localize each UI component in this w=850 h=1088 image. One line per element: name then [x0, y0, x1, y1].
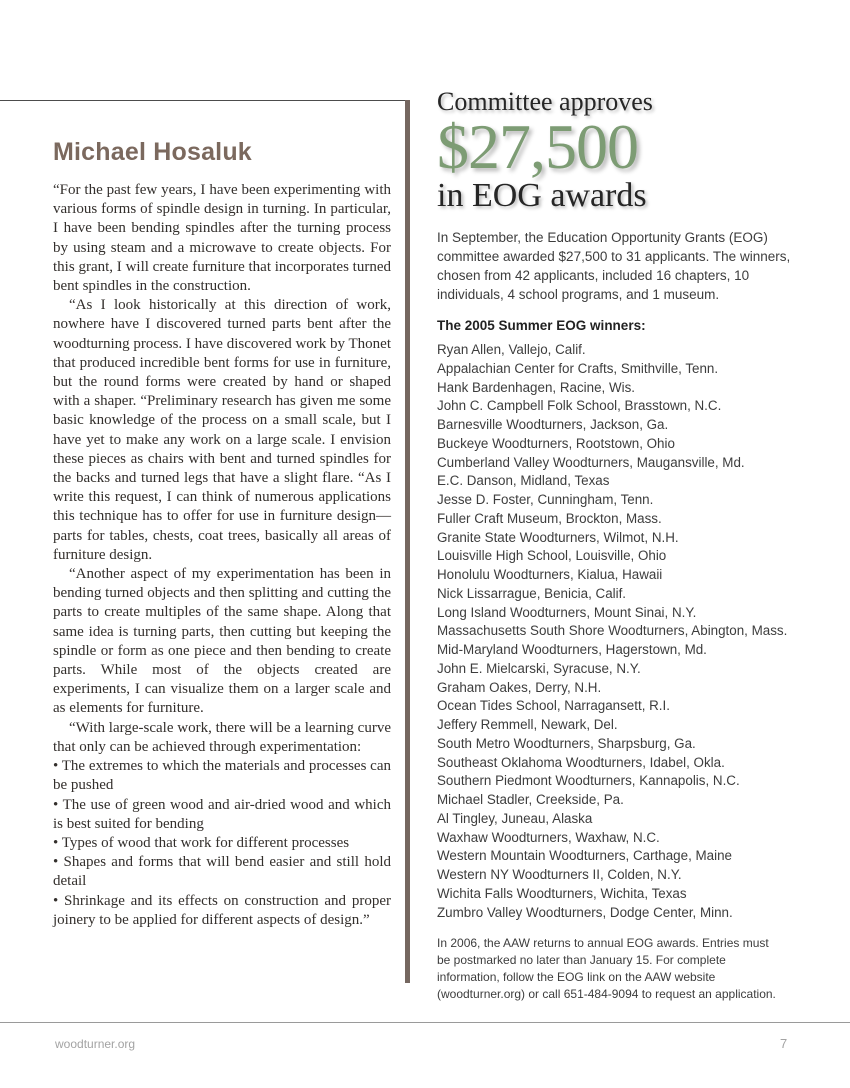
statement-paragraph: “For the past few years, I have been experimenting with various forms of spindle design in turning. In particular, I have been bending spindles after the turning process by using steam and a microwave to create objects. For this grant, I will create furniture that incorporates turned bent spindles in the construction.: [53, 182, 391, 295]
winner-entry: Wichita Falls Woodturners, Wichita, Texas: [437, 885, 687, 901]
winner-entry: Jesse D. Foster, Cunningham, Tenn.: [437, 492, 654, 507]
winner-entry: Ryan Allen, Vallejo, Calif.: [437, 342, 586, 357]
statement-bullet: • Shrinkage and its effects on construction and proper joinery to be applied for different aspects of design.”: [53, 892, 391, 928]
left-column: [53, 138, 391, 930]
winner-entry: John E. Mielcarski, Syracuse, N.Y.: [437, 660, 641, 676]
winner-entry: Barnesville Woodturners, Jackson, Ga.: [437, 417, 669, 432]
grantee-name-heading: Michael Hosaluk: [53, 138, 252, 166]
winner-entry: Massachusetts South Shore Woodturners, Abington, Mass.: [437, 623, 788, 639]
statement-bullet: • Shapes and forms that will bend easier and still hold detail: [53, 854, 391, 890]
winner-entry: Zumbro Valley Woodturners, Dodge Center, Minn.: [437, 904, 733, 920]
headline-line3: in EOG awards: [437, 177, 647, 214]
article-headline: [437, 88, 802, 214]
winner-entry: E.C. Danson, Midland, Texas: [437, 473, 610, 489]
winner-entry: Louisville High School, Louisville, Ohio: [437, 548, 667, 564]
footer-rule: [0, 1022, 850, 1023]
right-column: [437, 88, 802, 1015]
winner-entry: Western Mountain Woodturners, Carthage, Maine: [437, 848, 732, 864]
winner-entry: Michael Stadler, Creekside, Pa.: [437, 792, 624, 807]
grantee-statement: [53, 181, 391, 930]
winner-entry: Graham Oakes, Derry, N.H.: [437, 679, 602, 695]
winner-entry: Nick Lissarrague, Benicia, Calif.: [437, 585, 627, 601]
winner-entry: Long Island Woodturners, Mount Sinai, N.Y.: [437, 604, 697, 620]
top-rule: [0, 100, 410, 101]
footer-page-number: 7: [780, 1036, 788, 1051]
winners-list: [437, 341, 802, 922]
statement-bullet: • The extremes to which the materials and processes can be pushed: [53, 758, 391, 794]
article-note: In 2006, the AAW returns to annual EOG awards. Entries must be postmarked no later than January 15. For complete information, follow the EOG link on the AAW website (woodturner.org) or call 651-484-9094 to request an application.: [437, 936, 776, 1002]
winner-entry: Hank Bardenhagen, Racine, Wis.: [437, 379, 635, 395]
footer-site-url: woodturner.org: [55, 1037, 136, 1051]
headline-amount: $27,500: [437, 111, 638, 182]
statement-bullets: [53, 757, 391, 930]
statement-paragraph: “Another aspect of my experimentation has been in bending turned objects and then splitting and cutting the parts to create multiples of the same shape. Along that same idea is turning parts, then cutting but keeping the spindle or form as one piece and then bending to create parts. While most of the objects created are experiments, I can visualize them on a larger scale and as elements for furniture.: [53, 566, 391, 717]
winner-entry: South Metro Woodturners, Sharpsburg, Ga.: [437, 735, 696, 751]
winner-entry: Ocean Tides School, Narragansett, R.I.: [437, 698, 670, 714]
statement-bullet: • The use of green wood and air-dried wood and which is best suited for bending: [53, 796, 391, 832]
winner-entry: Appalachian Center for Crafts, Smithville, Tenn.: [437, 360, 719, 376]
winner-entry: Cumberland Valley Woodturners, Maugansville, Md.: [437, 454, 745, 470]
winner-entry: Waxhaw Woodturners, Waxhaw, N.C.: [437, 829, 660, 845]
winner-entry: Jeffery Remmell, Newark, Del.: [437, 717, 618, 732]
headline-line1: Committee approves: [437, 87, 653, 116]
winners-heading: The 2005 Summer EOG winners:: [437, 318, 646, 333]
column-divider: [405, 100, 410, 983]
winner-entry: Granite State Woodturners, Wilmot, N.H.: [437, 529, 679, 545]
winner-entry: John C. Campbell Folk School, Brasstown, N.C.: [437, 398, 722, 414]
winner-entry: Fuller Craft Museum, Brockton, Mass.: [437, 510, 662, 526]
statement-bullet: • Types of wood that work for different processes: [53, 834, 350, 851]
winner-entry: Honolulu Woodturners, Kialua, Hawaii: [437, 567, 663, 582]
statement-paragraph: “As I look historically at this direction of work, nowhere have I discovered turned parts bent after the woodturning process. I have discovered work by Thonet that produced incredible bent forms for use in furniture, but the round forms were created by hand or shaped with a shaper. “Preliminary research has given me some basic knowledge of the process on a small scale, but I have yet to make any work on a large scale. I envision these pieces as chairs with bent and turned spindles for the backs and turned legs that have a slight flare. “As I write this request, I can think of numerous applications this technique has to offer for use in furniture design—parts for tables, chests, coat trees, basically all areas of furniture design.: [53, 297, 391, 563]
article-intro: In September, the Education Opportunity Grants (EOG) committee awarded $27,500 to 31 applicants. The winners, chosen from 42 applicants, included 16 chapters, 10 individuals, 4 school programs, and 1 museum.: [437, 230, 791, 302]
winner-entry: Mid-Maryland Woodturners, Hagerstown, Md.: [437, 642, 707, 657]
winner-entry: Al Tingley, Juneau, Alaska: [437, 810, 593, 826]
winner-entry: Western NY Woodturners II, Colden, N.Y.: [437, 867, 682, 882]
winner-entry: Southeast Oklahoma Woodturners, Idabel, Okla.: [437, 754, 725, 770]
winner-entry: Southern Piedmont Woodturners, Kannapolis, N.C.: [437, 773, 740, 789]
statement-paragraph: “With large-scale work, there will be a learning curve that only can be achieved through experimentation:: [53, 719, 391, 755]
winner-entry: Buckeye Woodturners, Rootstown, Ohio: [437, 435, 675, 451]
statement-paragraphs: [53, 181, 391, 757]
